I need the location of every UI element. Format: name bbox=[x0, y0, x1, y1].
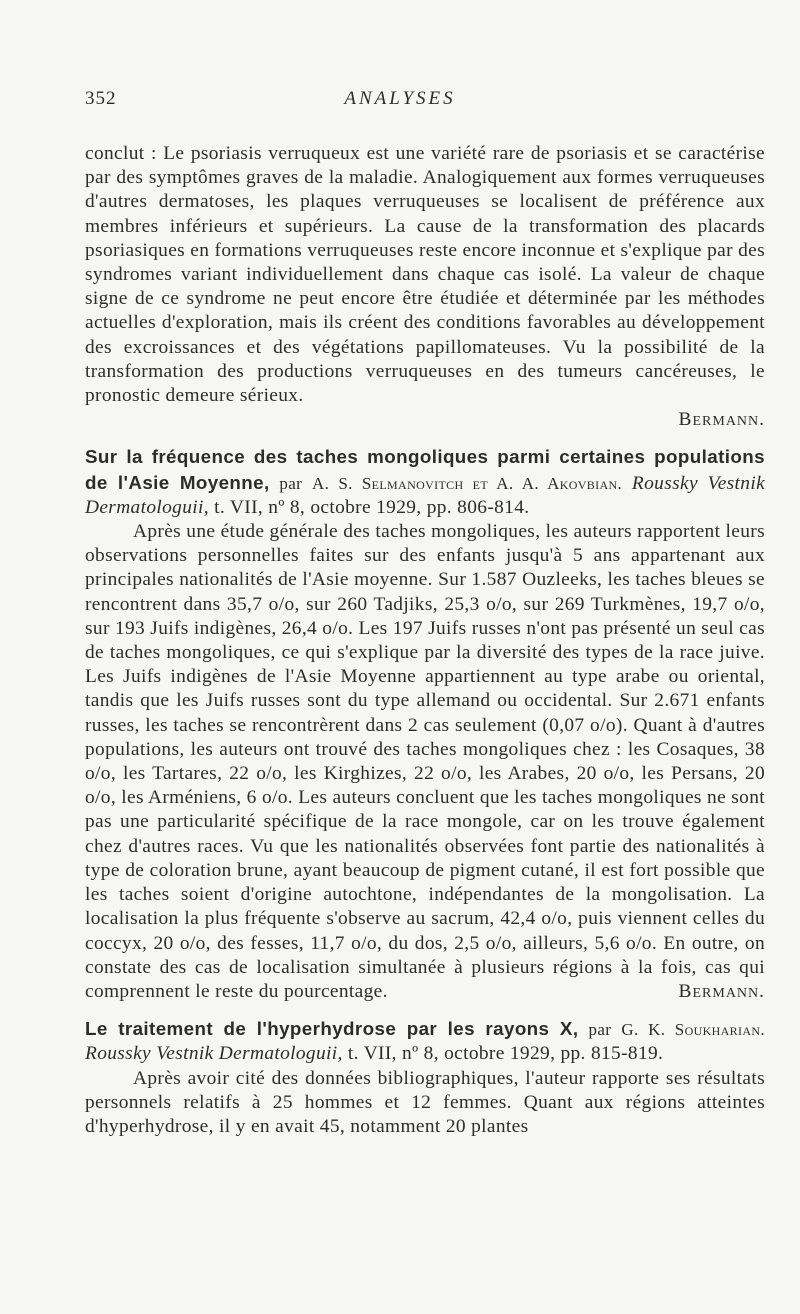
article-par: par bbox=[279, 473, 303, 493]
article-journal: Rousskу Vestnik Dermatologuii, bbox=[85, 1043, 343, 1065]
intro-signature: Bermann. bbox=[678, 409, 765, 431]
article-heading bbox=[85, 1017, 765, 1066]
page-header bbox=[85, 88, 715, 118]
article-journal: Rousskу Vestnik Dermatologuii, bbox=[85, 472, 766, 518]
article-reference: t. VII, nº 8, octobre 1929, pp. 806-814. bbox=[214, 496, 530, 518]
article-par: par bbox=[588, 1020, 612, 1040]
running-head: ANALYSES bbox=[344, 88, 456, 109]
article-taches-mongoliques bbox=[85, 445, 765, 1004]
article-reference: t. VII, nº 8, octobre 1929, pp. 815-819. bbox=[347, 1043, 664, 1065]
article-body bbox=[85, 520, 765, 1004]
page-number: 352 bbox=[85, 88, 117, 109]
article-body-text: Après avoir cité des données bibliographiques, l'auteur rapporte ses résultats personnels relatifs à 25 hommes et 12 femmes. Quant aux régions atteintes d'hyperhydrose, il y en avait 45, notamment 20 plantes bbox=[85, 1067, 765, 1137]
intro-paragraph bbox=[85, 142, 765, 432]
page-body bbox=[85, 142, 765, 1139]
article-authors: A. S. Selmanovitch et A. A. Akovbian. bbox=[311, 473, 623, 493]
article-heading bbox=[85, 445, 765, 520]
article-body-text: Après une étude générale des taches mongoliques, les auteurs rapportent leurs observations personnelles faites sur des enfants jusqu'à 5 ans appartenant aux principales nationalités de l'Asie moyenne. Sur 1.587 Ouzleeks, les taches bleues se rencontrent dans 35,7 o/o, sur 260 Tadjiks, 25,3 o/o, sur 269 Turkmènes, 19,7 o/o, sur 193 Juifs indigènes, 26,4 o/o. Les 197 Juifs russes n'ont pas présenté un seul cas de taches mongoliques, ce qui s'explique par la diversité des types de la race juive. Les Juifs indigènes de l'Asie Moyenne appartiennent au type arabe ou oriental, tandis que les Juifs russes sont du type allemand ou occidental. Sur 2.671 enfants russes, les taches se rencontrèrent dans 2 cas seulement (0,07 o/o). Quant à d'autres populations, les auteurs ont trouvé des taches mongoliques chez : les Cosaques, 38 o/o, les Tartares, 22 o/o, les Kirghizes, 22 o/o, les Arabes, 20 o/o, les Persans, 20 o/o, les Arméniens, 6 o/o. Les auteurs concluent que les taches mongoliques ne sont pas une particularité spécifique de la race mongole, car on les trouve également chez d'autres races. Vu que les nationalités observées font partie des nationalités à type de coloration brune, ayant beaucoup de pigment cutané, il est fort possible que les taches soient d'origine autochtone, indépendantes de la mongolisation. La localisation la plus fréquente s'observe au sacrum, 42,4 o/o, puis viennent celles du coccyx, 20 o/o, des fesses, 11,7 o/o, du dos, 2,5 o/o, ailleurs, 5,6 o/o. En outre, on constate des cas de localisation simultanée à plusieurs régions à la fois, cas qui comprennent le reste du pourcentage. bbox=[85, 521, 765, 1002]
intro-text: conclut : Le psoriasis verruqueux est une variété rare de psoriasis et se caractérise par des symptômes graves de la maladie. Analogiquement aux formes verruqueuses d'autres dermatoses, les plaques verruqueuses se localisent de préférence aux membres inférieurs et supérieurs. La cause de la transformation des placards psoriasiques en formations verruqueuses reste encore inconnue et s'explique par des syndromes variant individuellement dans chaque cas isolé. La valeur de chaque signe de ce syndrome ne peut encore être étudiée et déterminée par les méthodes actuelles d'exploration, mais ils créent des conditions favorables au développement des excroissances et des végétations papillomateuses. Vu la possibilité de la transformation des productions verruqueuses en des tumeurs cancéreuses, le pronostic demeure sérieux. bbox=[85, 143, 765, 407]
article-signature: Bermann. bbox=[678, 980, 765, 1002]
article-authors: G. K. Soukharian. bbox=[621, 1020, 765, 1040]
article-body bbox=[85, 1067, 765, 1140]
article-hyperhydrose bbox=[85, 1017, 765, 1139]
article-title: Sur la fréquence des taches mongoliques parmi certaines populations de l'Asie Moyenne, bbox=[85, 446, 765, 493]
article-title: Le traitement de l'hyperhydrose par les rayons X, bbox=[85, 1018, 579, 1040]
